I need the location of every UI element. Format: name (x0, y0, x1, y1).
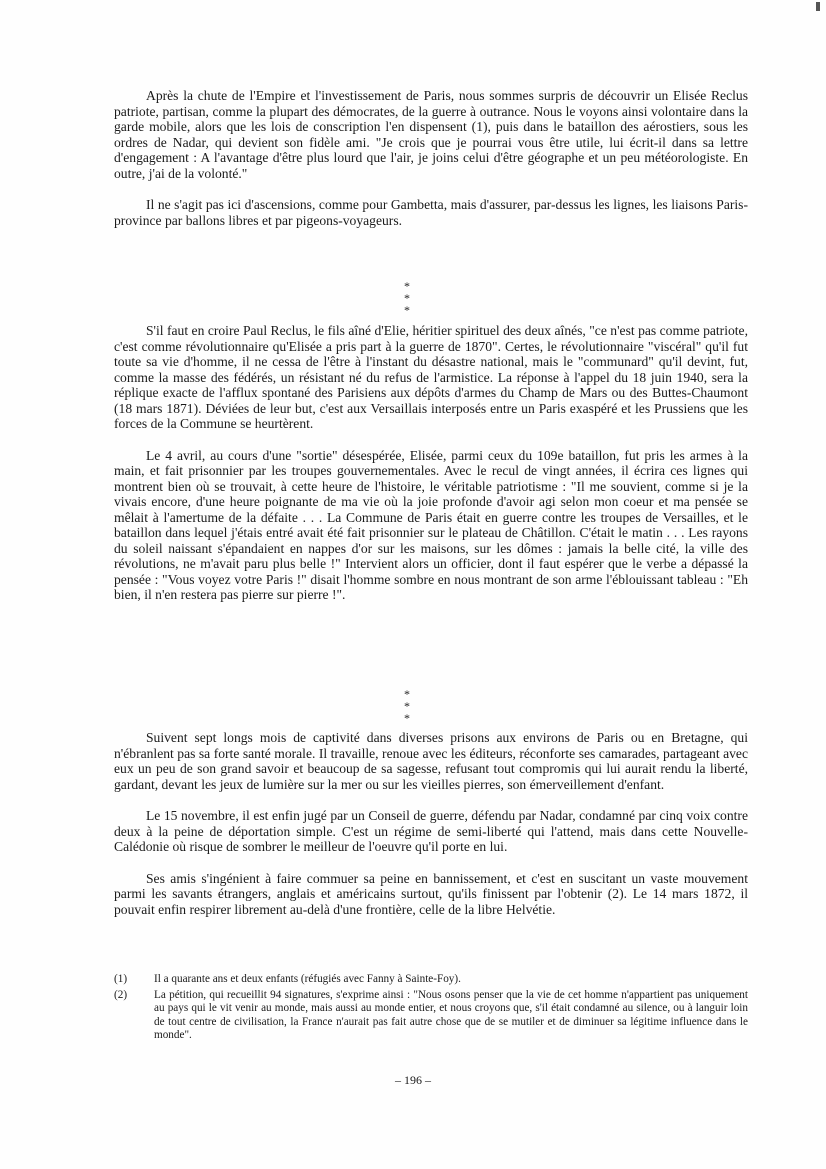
paragraph: Ses amis s'ingénient à faire commuer sa peine en bannissement, et c'est en suscitant un vaste mouvement parmi les savants étrangers, anglais et américains surtout, qu'ils finissent par l'obtenir (2). Le 14 mars 1872, il pouvait enfin respirer librement au-delà d'une frontière, celle de la libre Helvétie. (114, 870, 748, 917)
section-2 (114, 323, 748, 619)
scan-mark (816, 2, 820, 11)
paragraph: Il ne s'agit pas ici d'ascensions, comme pour Gambetta, mais d'assurer, par-dessus les lignes, les liaisons Paris-province par ballons libres et par pigeons-voyageurs. (114, 197, 748, 228)
section-break-asterism (382, 279, 432, 317)
section-3 (114, 730, 748, 933)
section-break-asterism (382, 687, 432, 725)
paragraph: Après la chute de l'Empire et l'investissement de Paris, nous sommes surpris de découvrir un Elisée Reclus patriote, partisan, comme la plupart des démocrates, de la guerre à outrance. Nous le voyons ainsi volontaire dans la garde mobile, alors que les lois de conscription l'en dispensent (1), puis dans le bataillon des aérostiers, sous les ordres de Nadar, qui devient son fidèle ami. "Je crois que je pourrai vous être utile, lui écrit-il dans sa lettre d'engagement : A l'avantage d'être plus lourd que l'air, je joins celui d'être géographe et un peu météorologiste. En outre, j'ai de la volonté." (114, 88, 748, 181)
paragraph: Le 4 avril, au cours d'une "sortie" désespérée, Elisée, parmi ceux du 109e bataillon, fut pris les armes à la main, et fait prisonnier par les troupes gouvernementales. Avec le recul de vingt années, il écrira ces lignes qui montrent bien où se trouvait, à cette heure de l'histoire, le véritable patriotisme : "Il me souvient, comme si je la vivais encore, d'une heure poignante de ma vie où la joie profonde d'avoir agi selon mon coeur et ma pensée se mêlait à l'amertume de la défaite . . . La Commune de Paris était en guerre contre les troupes de Versailles, et le bataillon dans lequel j'étais entré avait été fait prisonnier sur le plateau de Châtillon. C'était le matin . . . Les rayons du soleil naissant s'épandaient en nappes d'or sur les maisons, sur les dômes : jamais la belle cité, la ville des révolutions, ne m'avait paru plus belle !" Intervient alors un officier, dont il faut espérer que le verbe a dépassé la pensée : "Vous voyez votre Paris !" disait l'homme sombre en nous montrant de son arme l'éblouissant tableau : "Eh bien, il n'en restera pas pierre sur pierre !". (114, 447, 748, 602)
footnote (114, 973, 748, 986)
paragraph: S'il faut en croire Paul Reclus, le fils aîné d'Elie, héritier spirituel des deux aînés, "ce n'est pas comme patriote, c'est comme révolutionnaire qu'Elisée a pris part à la guerre de 1870". Certes, le révolutionnaire "viscéral" qu'il fut toute sa vie d'homme, il ne cessa de l'être à l'instant du désastre national, mais le "communard" qu'il devint, fut, comme la masse des fédérés, un résistant né du refus de l'armistice. La réponse à l'appel du 18 juin 1940, sera la réplique exacte de l'afflux spontané des Parisiens aux dépôts d'armes du Champ de Mars ou des Buttes-Chaumont (18 mars 1871). Déviées de leur but, c'est aux Versaillais interposés entre un Paris exaspéré et les Prussiens que les forces de la Commune se heurtèrent. (114, 323, 748, 431)
footnote (114, 989, 748, 1042)
paragraph: Suivent sept longs mois de captivité dans diverses prisons aux environs de Paris ou en Bretagne, qui n'ébranlent pas sa forte santé morale. Il travaille, renoue avec les éditeurs, réconforte ses camarades, partageant avec eux un peu de son grand savoir et beaucoup de sa sagesse, refusant tout compromis qui lui aurait rendu la liberté, gardant, devant les jeux de lumière sur la mer ou sur les vieilles pierres, son émerveillement d'enfant. (114, 730, 748, 792)
footnote-text: Il a quarante ans et deux enfants (réfugiés avec Fanny à Sainte-Foy). (154, 973, 461, 985)
footnote-text: La pétition, qui recueillit 94 signatures, s'exprime ainsi : "Nous osons penser que la vie de cet homme n'appartient pas uniquement au pays qui le vit venir au monde, mais aussi au monde entier, et nous croyons que, s'il était condamné au silence, ou à languir loin de tout centre de civilisation, la France n'aurait pas fait autre chose que de se mutiler et de diminuer sa légitime influence dans le monde". (154, 989, 748, 1041)
asterism-top: * (404, 687, 410, 701)
asterism-bottom: * * (404, 699, 424, 725)
asterism-top: * (404, 279, 410, 293)
footnote-number: (1) (114, 973, 128, 985)
page-number: – 196 – (395, 1073, 431, 1087)
section-1 (114, 88, 748, 244)
asterism-bottom: * * (404, 291, 424, 317)
footnotes (114, 973, 748, 1045)
paragraph: Le 15 novembre, il est enfin jugé par un Conseil de guerre, défendu par Nadar, condamné par cinq voix contre deux à la peine de déportation simple. C'est un régime de semi-liberté qui l'attend, mais dans cette Nouvelle-Calédonie où risque de sombrer le meilleur de l'oeuvre qu'il porte en lui. (114, 808, 748, 854)
footnote-number: (2) (114, 989, 128, 1002)
